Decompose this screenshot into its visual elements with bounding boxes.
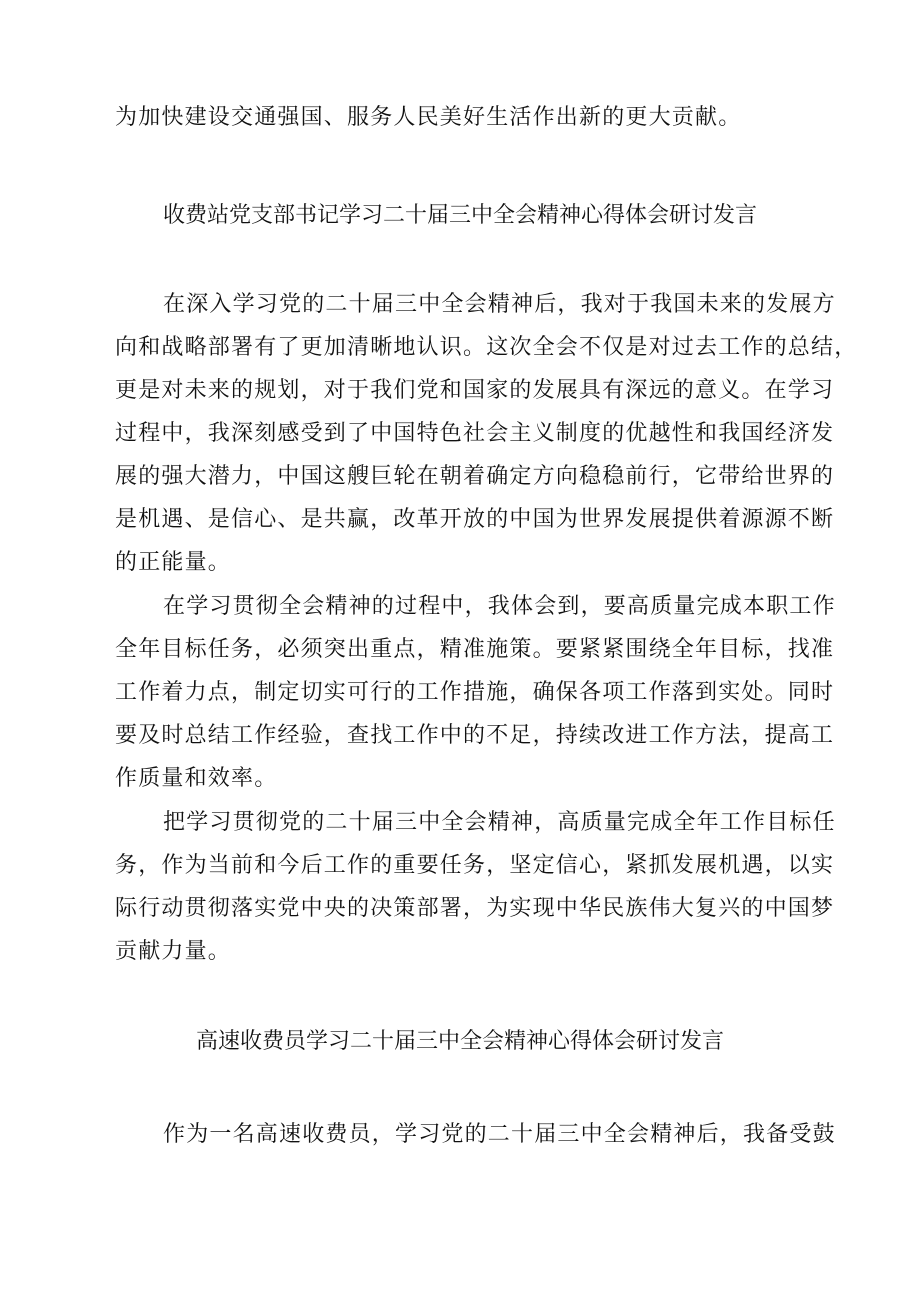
paragraph-line: 际行动贯彻落实党中央的决策部署，为实现中华民族伟大复兴的中国梦 xyxy=(115,896,835,921)
paragraph-line: 全年目标任务，必须突出重点，精准施策。要紧紧围绕全年目标，找准 xyxy=(115,637,835,662)
paragraph-line: 的正能量。 xyxy=(115,550,232,575)
paragraph-line: 作质量和效率。 xyxy=(115,766,278,791)
paragraph-line: 在深入学习党的二十届三中全会精神后，我对于我国未来的发展方 xyxy=(163,292,836,317)
section-2-title: 高速收费员学习二十届三中全会精神心得体会研讨发言 xyxy=(195,1029,724,1054)
paragraph-line: 要及时总结工作经验，查找工作中的不足，持续改进工作方法，提高工 xyxy=(115,723,835,748)
paragraph-line: 是机遇、是信心、是共赢，改革开放的中国为世界发展提供着源源不断 xyxy=(115,507,835,532)
paragraph-line: 把学习贯彻党的二十届三中全会精神，高质量完成全年工作目标任 xyxy=(163,810,836,835)
paragraph-line: 过程中，我深刻感受到了中国特色社会主义制度的优越性和我国经济发 xyxy=(115,421,835,446)
paragraph-line: 展的强大潜力，中国这艘巨轮在朝着确定方向稳稳前行，它带给世界的 xyxy=(115,464,835,489)
paragraph-line: 更是对未来的规划，对于我们党和国家的发展具有深远的意义。在学习 xyxy=(115,378,835,403)
section-1-title: 收费站党支部书记学习二十届三中全会精神心得体会研讨发言 xyxy=(162,203,757,228)
paragraph-line: 在学习贯彻全会精神的过程中，我体会到，要高质量完成本职工作 xyxy=(163,594,836,619)
paragraph-line: 贡献力量。 xyxy=(115,939,232,964)
paragraph-line: 工作着力点，制定切实可行的工作措施，确保各项工作落到实处。同时 xyxy=(115,680,835,705)
paragraph-line: 向和战略部署有了更加清晰地认识。这次全会不仅是对过去工作的总结， xyxy=(115,335,858,360)
paragraph-line: 务，作为当前和今后工作的重要任务，坚定信心，紧抓发展机遇，以实 xyxy=(115,853,835,878)
intro-tail-line: 为加快建设交通强国、服务人民美好生活作出新的更大贡献。 xyxy=(115,105,742,130)
paragraph-line: 作为一名高速收费员，学习党的二十届三中全会精神后，我备受鼓 xyxy=(163,1122,836,1147)
